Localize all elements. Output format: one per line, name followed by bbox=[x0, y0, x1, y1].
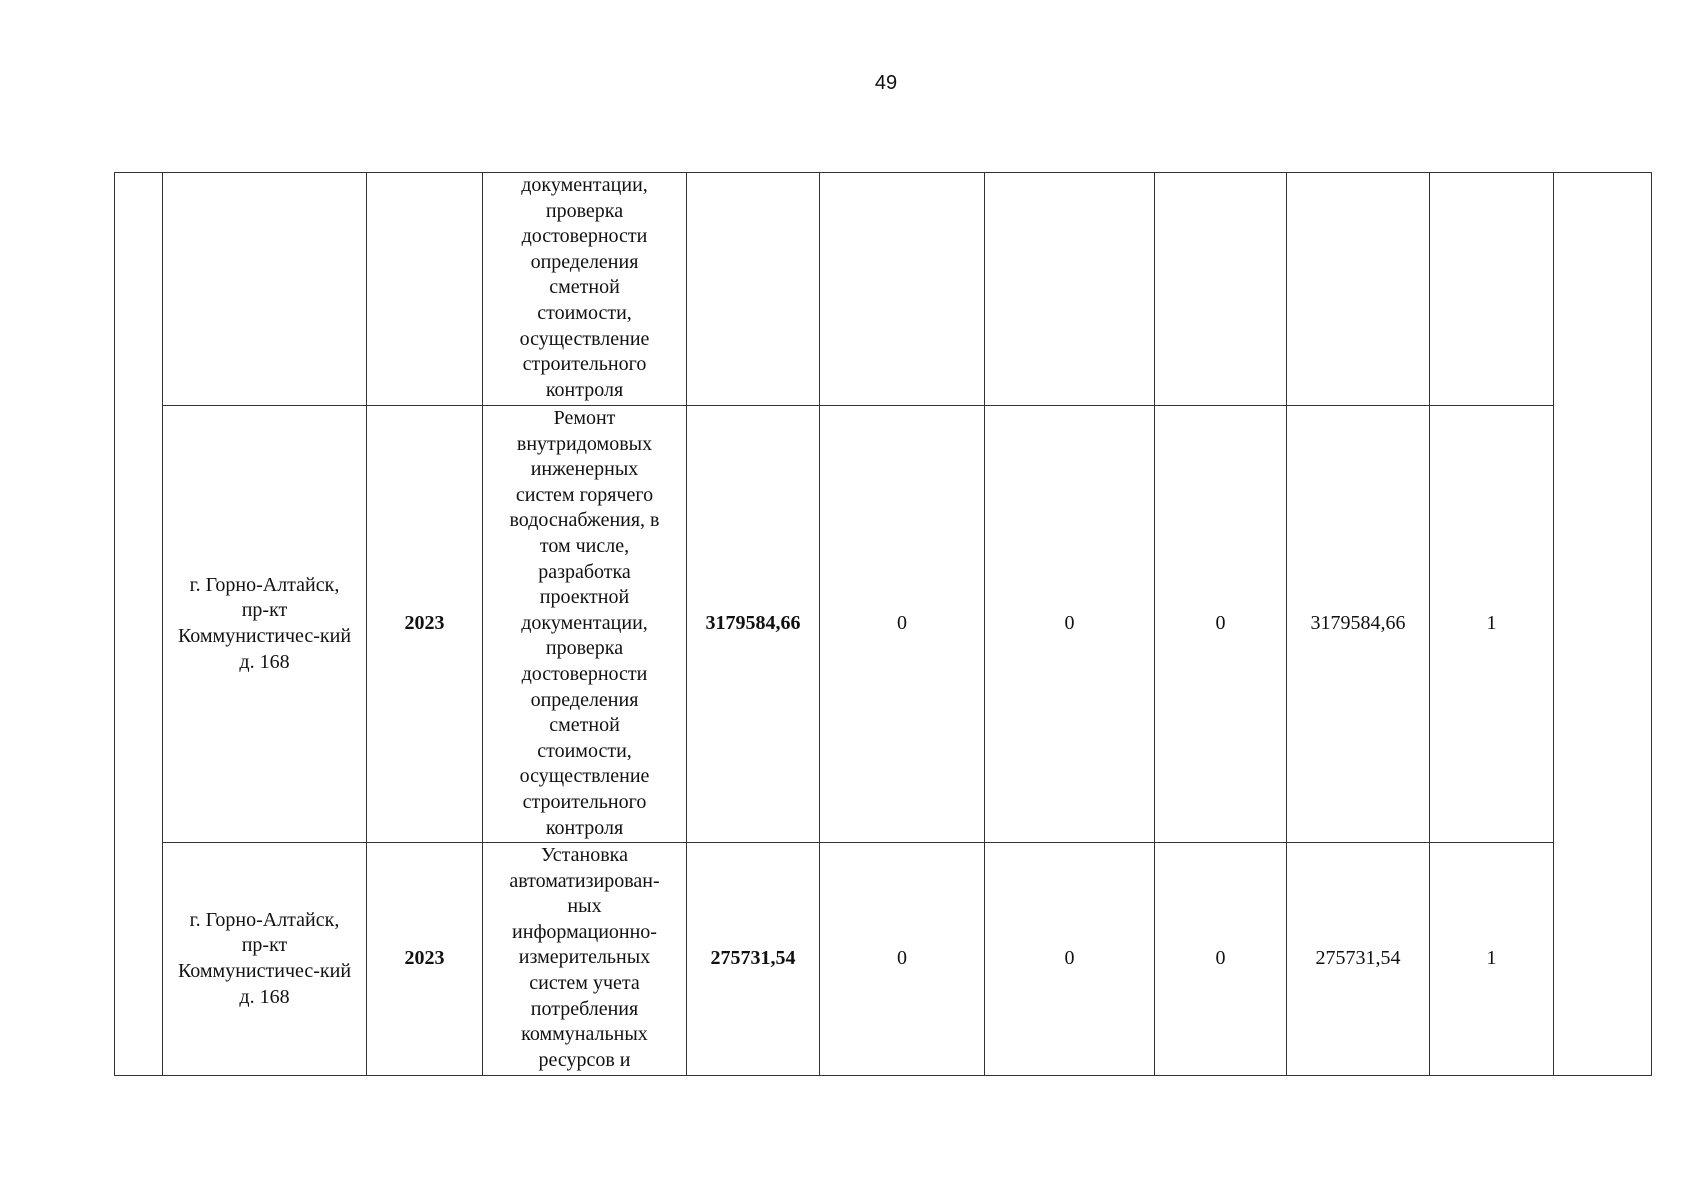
description-line: строительного bbox=[522, 790, 647, 813]
fund1-cell bbox=[820, 173, 985, 406]
description-line: ресурсов и bbox=[538, 1048, 631, 1071]
description-line: осуществление bbox=[519, 327, 650, 350]
address-line: Коммунистичес-кий bbox=[177, 960, 352, 982]
total-cell bbox=[687, 173, 820, 406]
description-line: инженерных bbox=[530, 458, 639, 481]
description-line: стоимости, bbox=[537, 739, 632, 762]
description-line: потребления bbox=[530, 997, 639, 1020]
description-line: контроля bbox=[545, 816, 624, 839]
year-cell: 2023 bbox=[367, 843, 483, 1076]
table-row bbox=[115, 173, 1652, 406]
fund1-cell: 0 bbox=[820, 406, 985, 843]
description-line: определения bbox=[530, 688, 639, 711]
address-line: пр-кт bbox=[241, 599, 288, 622]
page-number: 49 bbox=[874, 72, 898, 94]
fund3-cell: 0 bbox=[1155, 406, 1287, 843]
description-cell bbox=[483, 173, 687, 406]
description-line: измерительных bbox=[518, 946, 651, 969]
description-line: Ремонт bbox=[553, 407, 616, 429]
description-line: информационно- bbox=[512, 920, 657, 943]
description-line: достоверности bbox=[521, 662, 648, 685]
address-cell bbox=[163, 406, 367, 843]
table-row bbox=[115, 406, 1652, 843]
description-line: разработка bbox=[538, 560, 631, 583]
description-line: внутридомовых bbox=[516, 432, 653, 455]
description-line: достоверности bbox=[521, 225, 648, 248]
address-line: Коммунистичес-кий bbox=[177, 625, 352, 647]
address-line: д. 168 bbox=[239, 985, 290, 1008]
index-cell bbox=[115, 173, 163, 1076]
stage-cell: 1 bbox=[1430, 406, 1554, 843]
notes-cell bbox=[1554, 173, 1652, 1076]
description-line: определения bbox=[530, 250, 639, 273]
works-table bbox=[114, 172, 1652, 1076]
owners-funds-cell: 3179584,66 bbox=[1287, 406, 1430, 843]
description-line: проверка bbox=[545, 637, 624, 660]
total-cell: 3179584,66 bbox=[687, 406, 820, 843]
fund3-cell bbox=[1155, 173, 1287, 406]
year-cell: 2023 bbox=[367, 406, 483, 843]
description-line: систем горячего bbox=[515, 483, 654, 506]
table-row bbox=[115, 843, 1652, 1076]
address-line: пр-кт bbox=[241, 934, 288, 957]
description-line: документации, bbox=[521, 611, 648, 634]
owners-funds-cell bbox=[1287, 173, 1430, 406]
description-line: строительного bbox=[522, 353, 647, 376]
address-cell bbox=[163, 173, 367, 406]
description-cell bbox=[483, 406, 687, 843]
stage-cell bbox=[1430, 173, 1554, 406]
address-line: г. Горно-Алтайск, bbox=[189, 908, 340, 931]
description-line: автоматизирован- bbox=[509, 869, 660, 892]
stage-cell: 1 bbox=[1430, 843, 1554, 1076]
description-line: проектной bbox=[539, 586, 630, 609]
address-line: г. Горно-Алтайск, bbox=[189, 573, 340, 596]
description-line: водоснабжения, в bbox=[509, 509, 660, 532]
description-line: том числе, bbox=[539, 534, 630, 557]
description-line: ных bbox=[567, 895, 602, 918]
total-cell: 275731,54 bbox=[687, 843, 820, 1076]
fund2-cell: 0 bbox=[985, 843, 1155, 1076]
description-line: систем учета bbox=[529, 971, 640, 994]
description-line: документации, bbox=[521, 174, 648, 196]
year-cell bbox=[367, 173, 483, 406]
fund1-cell: 0 bbox=[820, 843, 985, 1076]
fund2-cell bbox=[985, 173, 1155, 406]
description-line: сметной bbox=[549, 714, 620, 737]
description-cell bbox=[483, 843, 687, 1076]
description-line: коммунальных bbox=[521, 1023, 648, 1046]
description-line: проверка bbox=[545, 199, 624, 222]
fund2-cell: 0 bbox=[985, 406, 1155, 843]
description-line: Установка bbox=[541, 844, 628, 866]
description-line: осуществление bbox=[519, 765, 650, 788]
address-line: д. 168 bbox=[239, 650, 290, 673]
description-line: контроля bbox=[545, 378, 624, 401]
owners-funds-cell: 275731,54 bbox=[1287, 843, 1430, 1076]
fund3-cell: 0 bbox=[1155, 843, 1287, 1076]
description-line: стоимости, bbox=[537, 301, 632, 324]
description-line: сметной bbox=[549, 276, 620, 299]
address-cell bbox=[163, 843, 367, 1076]
